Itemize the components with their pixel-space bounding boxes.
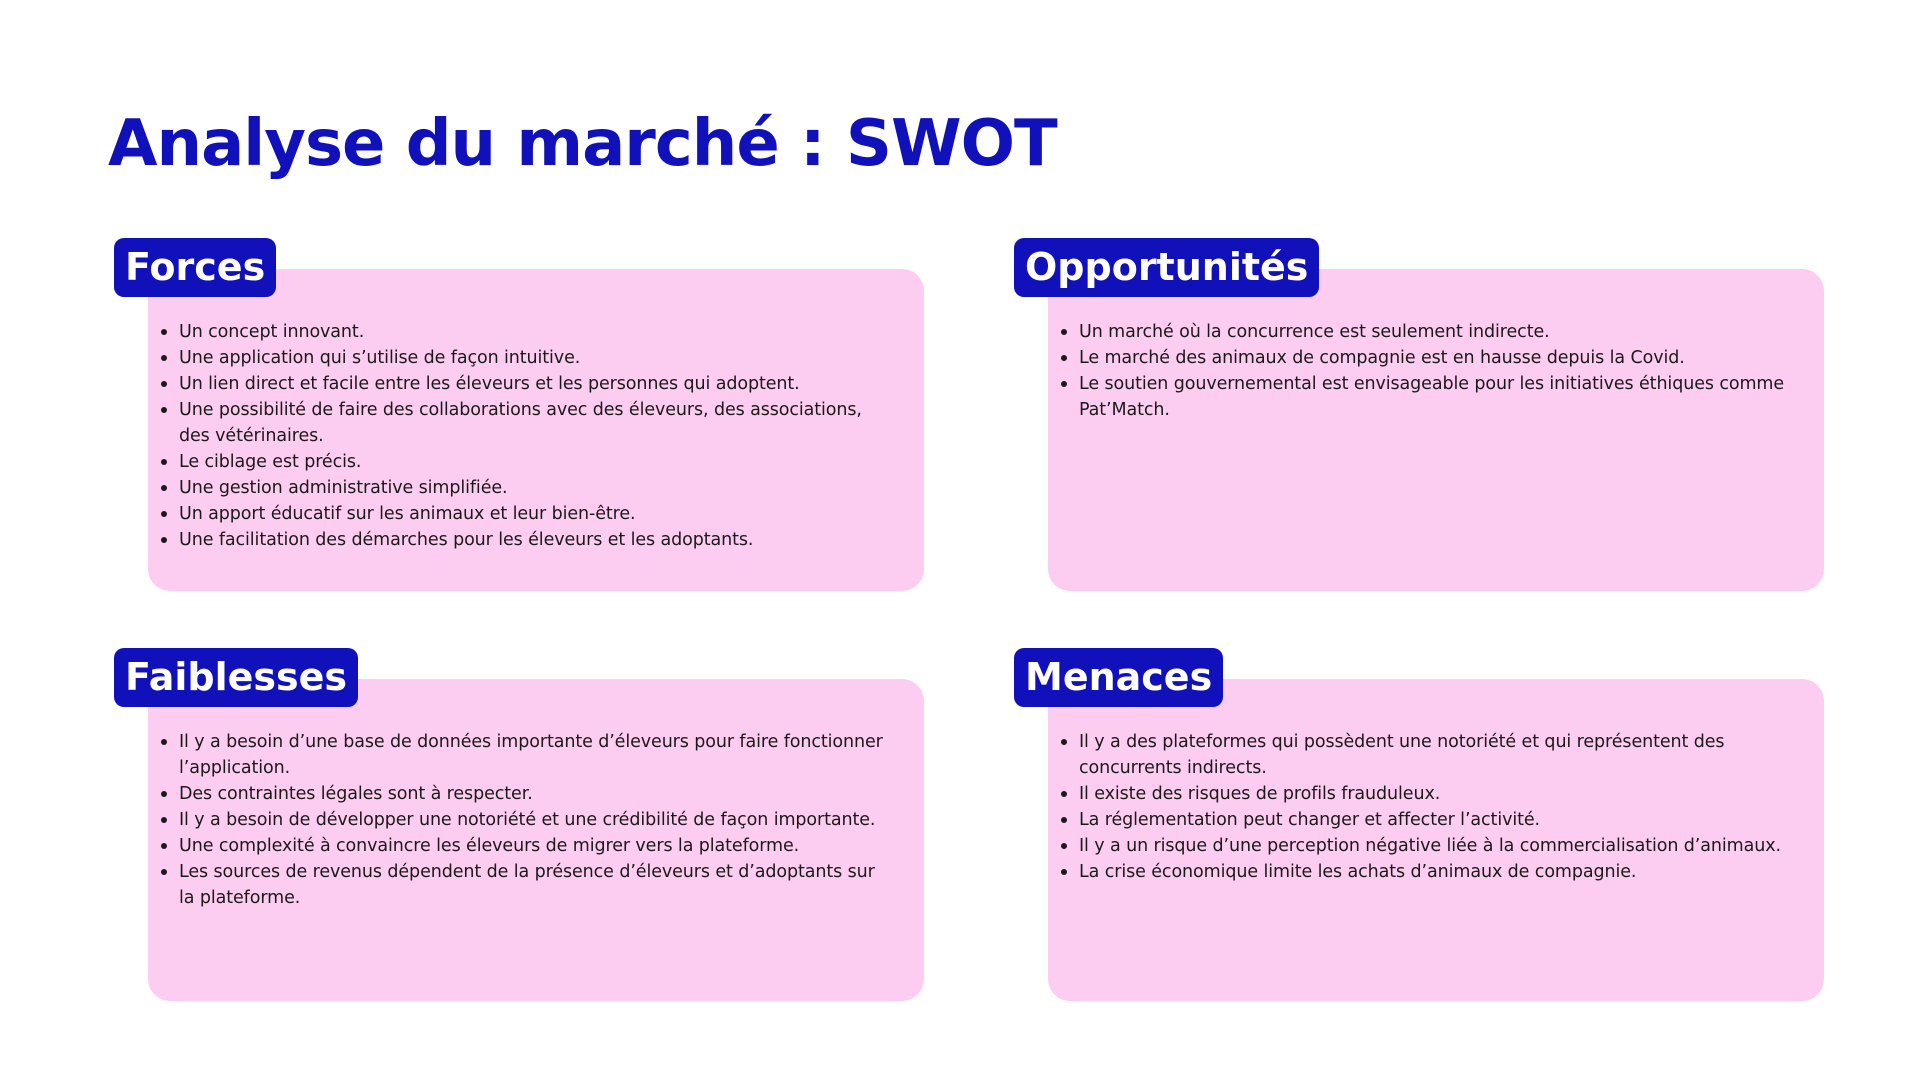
list-item: La crise économique limite les achats d’animaux de compagnie.: [1059, 859, 1789, 885]
list-item: Les sources de revenus dépendent de la présence d’éleveurs et d’adoptants sur la plateforme.: [159, 859, 889, 911]
list-item: Le soutien gouvernemental est envisageable pour les initiatives éthiques comme Pat’Match.: [1059, 371, 1789, 423]
list-item: Le ciblage est précis.: [159, 449, 889, 475]
swot-forces: [114, 238, 924, 598]
list-item: Il existe des risques de profils frauduleux.: [1059, 781, 1789, 807]
bullet-list: [1059, 319, 1789, 423]
bullet-list: [1059, 729, 1789, 885]
swot-menaces: [1014, 648, 1824, 1008]
list-item: Une application qui s’utilise de façon intuitive.: [159, 345, 889, 371]
bullet-list: [159, 319, 889, 553]
list-item: Il y a besoin d’une base de données importante d’éleveurs pour faire fonctionner l’application.: [159, 729, 889, 781]
swot-faiblesses: [114, 648, 924, 1008]
bullet-list: [159, 729, 889, 911]
section-label: Menaces: [1014, 648, 1223, 707]
list-item: Un marché où la concurrence est seulement indirecte.: [1059, 319, 1789, 345]
list-item: Il y a un risque d’une perception négative liée à la commercialisation d’animaux.: [1059, 833, 1789, 859]
list-item: Un concept innovant.: [159, 319, 889, 345]
list-item: Une facilitation des démarches pour les éleveurs et les adoptants.: [159, 527, 889, 553]
swot-opportunites: [1014, 238, 1824, 598]
list-item: Un lien direct et facile entre les éleveurs et les personnes qui adoptent.: [159, 371, 889, 397]
list-item: Une gestion administrative simplifiée.: [159, 475, 889, 501]
list-item: Une possibilité de faire des collaborations avec des éleveurs, des associations, des vétérinaires.: [159, 397, 889, 449]
card-background: [1048, 269, 1824, 591]
page-title: Analyse du marché : SWOT: [108, 107, 1057, 181]
list-item: Un apport éducatif sur les animaux et leur bien-être.: [159, 501, 889, 527]
list-item: Il y a des plateformes qui possèdent une notoriété et qui représentent des concurrents indirects.: [1059, 729, 1789, 781]
list-item: Une complexité à convaincre les éleveurs de migrer vers la plateforme.: [159, 833, 889, 859]
list-item: Le marché des animaux de compagnie est en hausse depuis la Covid.: [1059, 345, 1789, 371]
list-item: Il y a besoin de développer une notoriété et une crédibilité de façon importante.: [159, 807, 889, 833]
list-item: La réglementation peut changer et affecter l’activité.: [1059, 807, 1789, 833]
section-label: Faiblesses: [114, 648, 358, 707]
section-label: Opportunités: [1014, 238, 1319, 297]
list-item: Des contraintes légales sont à respecter.: [159, 781, 889, 807]
section-label: Forces: [114, 238, 276, 297]
